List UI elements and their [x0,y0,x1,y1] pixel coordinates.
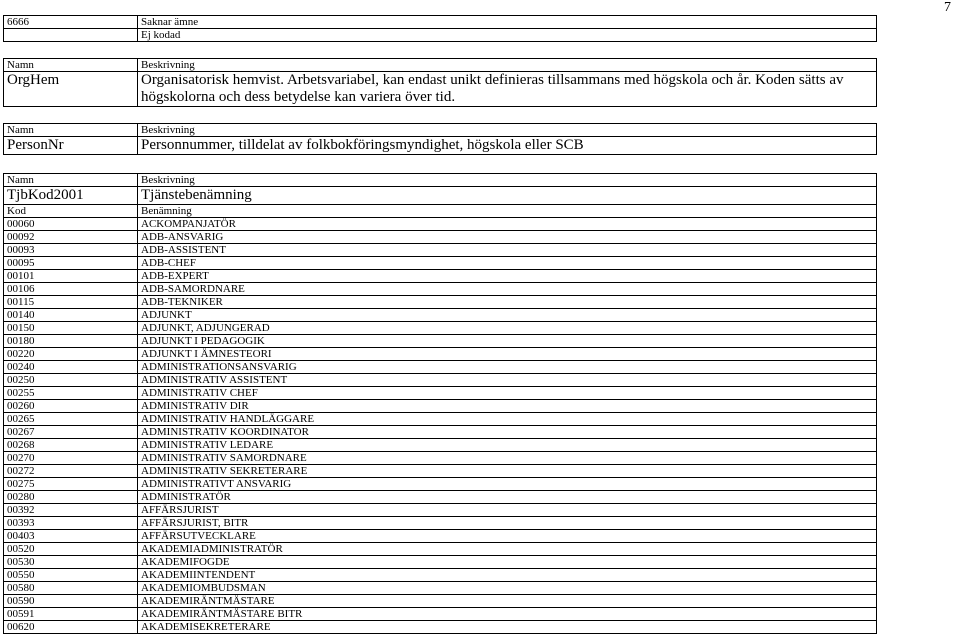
table-row [4,244,877,257]
code-cell: 00270 [4,452,138,465]
variable-block-personnr [3,123,877,155]
title-cell: ACKOMPANJATÖR [138,218,877,231]
table-row [4,478,877,491]
table-row [4,374,877,387]
namn-label: Namn [4,59,138,72]
title-cell: ADJUNKT, ADJUNGERAD [138,322,877,335]
page-number: 7 [944,0,951,15]
table-row [4,465,877,478]
header-row [4,124,877,137]
kod-label: Kod [4,205,138,218]
table-row [4,452,877,465]
header-row [4,174,877,187]
benamning-label: Benämning [138,205,877,218]
code-cell: 00093 [4,244,138,257]
table-row [4,309,877,322]
table-row [4,543,877,556]
header-row [4,59,877,72]
variable-name: OrgHem [4,72,138,107]
table-row [4,400,877,413]
code-cell: 00530 [4,556,138,569]
variable-name: TjbKod2001 [4,187,138,205]
code-cell: 00590 [4,595,138,608]
table-row [4,530,877,543]
code-cell: 00550 [4,569,138,582]
code-cell: 00060 [4,218,138,231]
code-cell: 00265 [4,413,138,426]
title-cell: ADMINISTRATÖR [138,491,877,504]
table-row [4,283,877,296]
title-cell: ADMINISTRATIV KOORDINATOR [138,426,877,439]
title-cell: AKADEMIADMINISTRATÖR [138,543,877,556]
variable-description: Tjänstebenämning [138,187,877,205]
code-cell: 00140 [4,309,138,322]
code-cell: 00272 [4,465,138,478]
table-row [4,270,877,283]
title-cell: AKADEMIRÄNTMÄSTARE BITR [138,608,877,621]
beskrivning-label: Beskrivning [138,124,877,137]
code-cell: 00280 [4,491,138,504]
code-cell: 00115 [4,296,138,309]
table-row [4,257,877,270]
title-cell: ADMINISTRATIV DIR [138,400,877,413]
code-cell: 6666 [4,16,138,29]
column-header-row [4,205,877,218]
title-cell: ADJUNKT [138,309,877,322]
title-cell: ADJUNKT I PEDAGOGIK [138,335,877,348]
table-row [4,29,877,42]
table-row [4,296,877,309]
title-cell: AKADEMIINTENDENT [138,569,877,582]
code-cell: 00180 [4,335,138,348]
empty-cell [4,29,138,42]
table-row [4,621,877,634]
code-cell: 00240 [4,361,138,374]
table-row [4,491,877,504]
table-row [4,387,877,400]
title-cell: ADMINISTRATIV SEKRETERARE [138,465,877,478]
title-cell: ADB-ANSVARIG [138,231,877,244]
title-cell: ADMINISTRATIV HANDLÄGGARE [138,413,877,426]
variable-block-tjbkod2001 [3,173,877,634]
code-cell: 00580 [4,582,138,595]
table-row [4,582,877,595]
code-cell: 00101 [4,270,138,283]
code-cell: 00255 [4,387,138,400]
code-cell: 00150 [4,322,138,335]
table-row [4,348,877,361]
title-cell: AKADEMIOMBUDSMAN [138,582,877,595]
title-cell: ADMINISTRATIONSANSVARIG [138,361,877,374]
title-cell: AFFÄRSJURIST, BITR [138,517,877,530]
table-row [4,608,877,621]
description-cell: Ej kodad [138,29,877,42]
beskrivning-label: Beskrivning [138,174,877,187]
code-cell: 00260 [4,400,138,413]
title-cell: ADMINISTRATIV LEDARE [138,439,877,452]
title-cell: ADMINISTRATIV CHEF [138,387,877,400]
variable-description: Organisatorisk hemvist. Arbetsvariabel, kan endast unikt definieras tillsammans med högskola och år. Koden sätts av högskolorna och dess betydelse kan variera över tid. [138,72,877,107]
code-cell: 00220 [4,348,138,361]
variable-name: PersonNr [4,137,138,155]
table-row [4,504,877,517]
variable-description: Personnummer, tilldelat av folkbokföringsmyndighet, högskola eller SCB [138,137,877,155]
title-cell: ADJUNKT I ÄMNESTEORI [138,348,877,361]
title-cell: AKADEMIRÄNTMÄSTARE [138,595,877,608]
code-cell: 00106 [4,283,138,296]
title-cell: ADMINISTRATIVT ANSVARIG [138,478,877,491]
code-cell: 00250 [4,374,138,387]
title-cell: ADB-SAMORDNARE [138,283,877,296]
table-row [4,361,877,374]
missing-subject-block [3,15,877,42]
code-cell: 00092 [4,231,138,244]
table-row [4,569,877,582]
table-row [4,439,877,452]
table-row [4,335,877,348]
title-cell: ADB-ASSISTENT [138,244,877,257]
title-cell: AFFÄRSJURIST [138,504,877,517]
table-row [4,16,877,29]
code-cell: 00403 [4,530,138,543]
table-row [4,595,877,608]
table-row [4,556,877,569]
table-row [4,426,877,439]
title-cell: AKADEMISEKRETERARE [138,621,877,634]
table-row [4,231,877,244]
title-cell: ADB-TEKNIKER [138,296,877,309]
variable-block-orghem [3,58,877,107]
code-cell: 00393 [4,517,138,530]
code-cell: 00520 [4,543,138,556]
title-cell: AKADEMIFOGDE [138,556,877,569]
table-row [4,517,877,530]
code-cell: 00392 [4,504,138,517]
namn-label: Namn [4,124,138,137]
title-cell: ADB-CHEF [138,257,877,270]
table-row [4,322,877,335]
code-cell: 00268 [4,439,138,452]
value-row [4,137,877,155]
table-row [4,218,877,231]
description-cell: Saknar ämne [138,16,877,29]
code-cell: 00275 [4,478,138,491]
title-cell: ADMINISTRATIV ASSISTENT [138,374,877,387]
code-cell: 00591 [4,608,138,621]
code-cell: 00620 [4,621,138,634]
table-row [4,413,877,426]
code-cell: 00095 [4,257,138,270]
code-cell: 00267 [4,426,138,439]
value-row [4,187,877,205]
title-cell: ADMINISTRATIV SAMORDNARE [138,452,877,465]
beskrivning-label: Beskrivning [138,59,877,72]
namn-label: Namn [4,174,138,187]
title-cell: AFFÄRSUTVECKLARE [138,530,877,543]
value-row [4,72,877,107]
title-cell: ADB-EXPERT [138,270,877,283]
